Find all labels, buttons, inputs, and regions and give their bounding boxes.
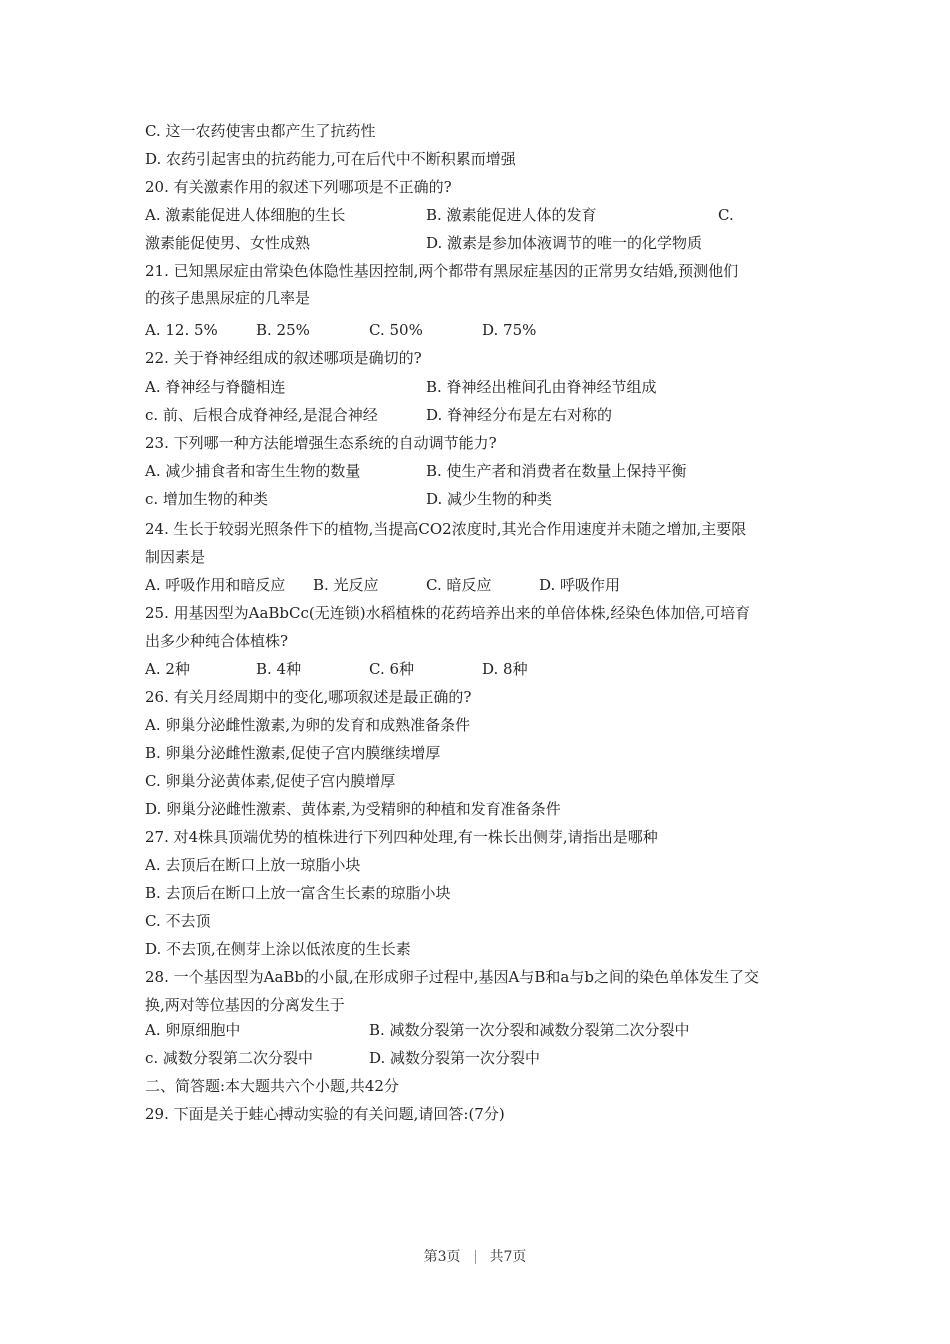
page-total: 共7页 [489,1249,527,1265]
q27-option-d: D. 不去顶,在侧芽上涂以低浓度的生长素 [145,940,411,958]
question-24-line2: 制因素是 [145,548,206,566]
option-line: C. 这一农药使害虫都产生了抗药性 [145,122,376,140]
question-24-line1: 24. 生长于较弱光照条件下的植物,当提高CO2浓度时,其光合作用速度并未随之增加,主要限 [145,520,747,538]
q24-option-c: C. 暗反应 [426,576,492,594]
q24-option-b: B. 光反应 [313,576,379,594]
q28-option-b: B. 减数分裂第一次分裂和减数分裂第二次分裂中 [369,1021,690,1039]
footer-divider [475,1250,476,1264]
question-29: 29. 下面是关于蛙心搏动实验的有关问题,请回答:(7分) [145,1105,505,1123]
q24-option-d: D. 呼吸作用 [539,576,621,594]
page-number: 第3页 [423,1249,461,1265]
q20-option-c-label: C. [718,206,734,224]
question-25-line1: 25. 用基因型为AaBbCc(无连锁)水稻植株的花药培养出来的单倍体株,经染色体加倍,可培育 [145,604,751,622]
q27-option-a: A. 去顶后在断口上放一琼脂小块 [145,856,361,874]
q23-option-b: B. 使生产者和消费者在数量上保持平衡 [426,462,687,480]
q28-option-d: D. 减数分裂第一次分裂中 [369,1049,541,1067]
q26-option-b: B. 卵巢分泌雌性激素,促使子宫内膜继续增厚 [145,744,441,762]
question-25-line2: 出多少种纯合体植株? [145,632,289,650]
section-heading: 二、简答题:本大题共六个小题,共42分 [145,1077,399,1095]
q26-option-d: D. 卵巢分泌雌性激素、黄体素,为受精卵的种植和发育准备条件 [145,800,561,818]
question-28-line2: 换,两对等位基因的分离发生于 [145,996,345,1014]
page-footer [0,1247,950,1267]
question-20: 20. 有关激素作用的叙述下列哪项是不正确的? [145,178,452,196]
q25-option-b: B. 4种 [256,660,302,678]
q23-option-d: D. 减少生物的种类 [426,490,553,508]
question-27: 27. 对4株具顶端优势的植株进行下列四种处理,有一株长出侧芽,请指出是哪种 [145,828,658,846]
question-22: 22. 关于脊神经组成的叙述哪项是确切的? [145,349,422,367]
q27-option-b: B. 去顶后在断口上放一富含生长素的琼脂小块 [145,884,451,902]
question-21-line1: 21. 已知黑尿症由常染色体隐性基因控制,两个都带有黑尿症基因的正常男女结婚,预测他们 [145,262,739,280]
question-26: 26. 有关月经周期中的变化,哪项叙述是最正确的? [145,688,472,706]
q20-option-c-text: 激素能促使男、女性成熟 [145,234,311,252]
option-line: D. 农药引起害虫的抗药能力,可在后代中不断积累而增强 [145,150,516,168]
q26-option-c: C. 卵巢分泌黄体素,促使子宫内膜增厚 [145,772,396,790]
question-28-line1: 28. 一个基因型为AaBb的小鼠,在形成卵子过程中,基因A与B和a与b之间的染色单体发生了交 [145,968,759,986]
q24-option-a: A. 呼吸作用和暗反应 [145,576,286,594]
q25-option-d: D. 8种 [482,660,528,678]
q22-option-b: B. 脊神经出椎间孔由脊神经节组成 [426,378,657,396]
q20-option-b: B. 激素能促进人体的发育 [426,206,597,224]
q20-option-d: D. 激素是参加体液调节的唯一的化学物质 [426,234,703,252]
q25-option-c: C. 6种 [369,660,415,678]
q20-option-a: A. 激素能促进人体细胞的生长 [145,206,346,224]
q22-option-a: A. 脊神经与脊髓相连 [145,378,286,396]
q28-option-a: A. 卵原细胞中 [145,1021,241,1039]
q22-option-c: c. 前、后根合成脊神经,是混合神经 [145,406,378,424]
q27-option-c: C. 不去顶 [145,912,211,930]
question-23: 23. 下列哪一种方法能增强生态系统的自动调节能力? [145,434,497,452]
q21-option-d: D. 75% [482,321,537,339]
q23-option-a: A. 减少捕食者和寄生生物的数量 [145,462,361,480]
q26-option-a: A. 卵巢分泌雌性激素,为卵的发育和成熟准备条件 [145,716,471,734]
question-21-line2: 的孩子患黑尿症的几率是 [145,289,311,307]
q28-option-c: c. 减数分裂第二次分裂中 [145,1049,313,1067]
q21-option-a: A. 12. 5% [145,321,218,339]
q25-option-a: A. 2种 [145,660,190,678]
q21-option-c: C. 50% [369,321,423,339]
q23-option-c: c. 增加生物的种类 [145,490,268,508]
q22-option-d: D. 脊神经分布是左右对称的 [426,406,613,424]
q21-option-b: B. 25% [256,321,310,339]
